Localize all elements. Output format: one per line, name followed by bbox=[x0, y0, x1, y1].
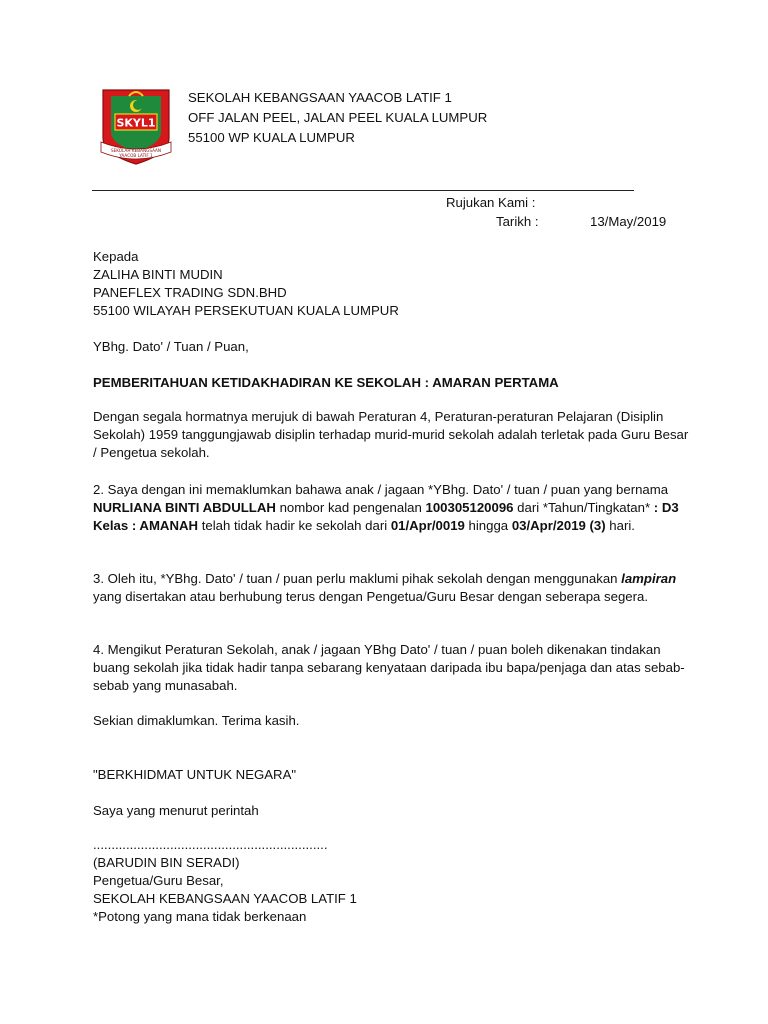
letter-subject: PEMBERITAHUAN KETIDAKHADIRAN KE SEKOLAH : AMARAN PERTAMA bbox=[93, 375, 559, 390]
signatory-school: SEKOLAH KEBANGSAAN YAACOB LATIF 1 bbox=[93, 891, 357, 906]
recipient-company: PANEFLEX TRADING SDN.BHD bbox=[93, 285, 287, 300]
school-name: SEKOLAH KEBANGSAAN YAACOB LATIF 1 bbox=[188, 90, 452, 105]
kepada-label: Kepada bbox=[93, 249, 139, 264]
class-info: : D3 Kelas : AMANAH bbox=[93, 500, 679, 533]
ic-number: 100305120096 bbox=[425, 500, 514, 515]
saya-yang-menurut: Saya yang menurut perintah bbox=[93, 803, 259, 818]
address-line-2: 55100 WP KUALA LUMPUR bbox=[188, 130, 355, 145]
school-logo bbox=[95, 86, 177, 166]
paragraph-4: 4. Mengikut Peraturan Sekolah, anak / jagaan YBhg Dato' / tuan / puan boleh dikenakan tindakan buang sekolah jika tidak hadir tanpa sebarang kenyataan daripada ibu bapa/penjaga dan atas sebab-sebab yang munasabah. bbox=[93, 642, 685, 693]
header-divider bbox=[92, 190, 634, 191]
address-line-1: OFF JALAN PEEL, JALAN PEEL KUALA LUMPUR bbox=[188, 110, 488, 125]
paragraph-2: 2. Saya dengan ini memaklumkan bahawa anak / jagaan *YBhg. Dato' / tuan / puan yang bernama NURLIANA BINTI ABDULLAH nombor kad pengenalan 100305120096 dari *Tahun/Tingkatan* : D3 Kelas : AMANAH telah tidak hadir ke sekolah dari 01/Apr/0019 hingga 03/Apr/2019 (3) hari. bbox=[93, 482, 679, 533]
rujukan-label: Rujukan Kami : bbox=[446, 195, 536, 210]
student-name: NURLIANA BINTI ABDULLAH bbox=[93, 500, 276, 515]
recipient-name: ZALIHA BINTI MUDIN bbox=[93, 267, 223, 282]
closing-line: Sekian dimaklumkan. Terima kasih. bbox=[93, 713, 300, 728]
recipient-address: 55100 WILAYAH PERSEKUTUAN KUALA LUMPUR bbox=[93, 303, 399, 318]
svg-text:SKYL1: SKYL1 bbox=[116, 116, 156, 130]
recipient-block bbox=[93, 248, 399, 320]
footnote: *Potong yang mana tidak berkenaan bbox=[93, 909, 307, 924]
tarikh-label: Tarikh : bbox=[496, 214, 539, 229]
signature-block bbox=[93, 836, 693, 926]
lampiran-word: lampiran bbox=[621, 571, 677, 586]
letterhead bbox=[188, 88, 487, 148]
signature-dots: ................................................................ bbox=[93, 837, 328, 852]
paragraph-1: Dengan segala hormatnya merujuk di bawah Peraturan 4, Peraturan-peraturan Pelajaran (Disiplin Sekolah) 1959 tanggungjawab disiplin terhadap murid-murid sekolah adalah terletak pada Guru Besar / Pengetua sekolah. bbox=[93, 409, 689, 460]
paragraph-3: 3. Oleh itu, *YBhg. Dato' / tuan / puan perlu maklumi pihak sekolah dengan menggunakan lampiran yang disertakan atau berhubung terus dengan Pengetua/Guru Besar dengan seberapa segera. bbox=[93, 571, 677, 604]
svg-text:YAACOB LATIF 1: YAACOB LATIF 1 bbox=[119, 153, 153, 158]
tarikh-value: 13/May/2019 bbox=[590, 214, 667, 229]
signatory-name: (BARUDIN BIN SERADI) bbox=[93, 855, 240, 870]
salutation: YBhg. Dato' / Tuan / Puan, bbox=[93, 339, 249, 354]
motto: "BERKHIDMAT UNTUK NEGARA" bbox=[93, 767, 297, 782]
to-date: 03/Apr/2019 (3) bbox=[511, 518, 606, 533]
signatory-title: Pengetua/Guru Besar, bbox=[93, 873, 224, 888]
from-date: 01/Apr/0019 bbox=[390, 518, 465, 533]
svg-text:SEKOLAH KEBANGSAAN: SEKOLAH KEBANGSAAN bbox=[110, 148, 162, 153]
